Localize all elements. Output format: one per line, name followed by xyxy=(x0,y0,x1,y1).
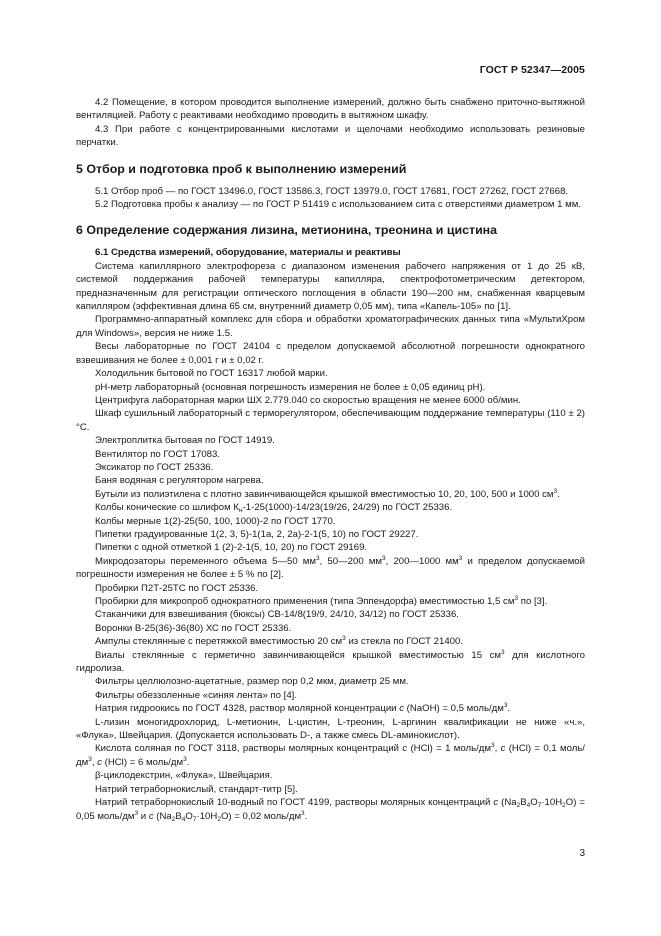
item-micro-tubes: Пробирки для микропроб однократного применения (типа Эппендорфа) вместимостью 1,5 $см^3$ по [3]. xyxy=(95,595,548,607)
section-5-heading: 5 Отбор и подготовка проб к выполнению измерений xyxy=(76,161,407,176)
item-cyclodextrin: β-циклодекстрин, «Флука», Швейцария. xyxy=(95,770,273,782)
item-weighing-bottles: Стаканчики для взвешивания (бюксы) СВ-14/8(19/9, 24/10, 34/12) по ГОСТ 25336. xyxy=(95,609,459,621)
item-bottles: Бутыли из полиэтилена с плотно завинчивающейся крышкой вместимостью 10, 20, 100, 500 и 1000 $см^3$. xyxy=(95,487,560,500)
item-ampoules: Ампулы стеклянные с перетяжкой вместимостью 20 $см^3$ из стекла по ГОСТ 21400. xyxy=(95,635,463,648)
item-ph-meter: pH-метр лабораторный (основная погрешность измерения не более ± 0,05 единиц pH). xyxy=(95,381,486,393)
paragraph-5-2: 5.2 Подготовка пробы к анализу — по ГОСТ Р 51419 с использованием сита с отверстиями диаметром 1 мм. xyxy=(95,199,582,211)
item-hotplate: Электроплитка бытовая по ГОСТ 14919. xyxy=(95,435,275,447)
item-amino-acids: L-лизин моногидрохлорид, L-метионин, L-цистин, L-треонин, L-аргинин квалификации не ниже «ч.», «Флука», Швейцария. (Допускается использовать D-, а также смесь DL-аминокислот). xyxy=(76,716,585,742)
paragraph-5-1: 5.1 Отбор проб — по ГОСТ 13496.0, ГОСТ 13586.3, ГОСТ 13979.0, ГОСТ 17681, ГОСТ 27262, ГОСТ 27668. xyxy=(95,185,569,197)
item-test-tubes: Пробирки П2Т-25ТС по ГОСТ 25336. xyxy=(95,582,259,594)
paragraph-4-2: 4.2 Помещение, в котором проводится выполнение измерений, должно быть снабжено приточно-вытяжной вентиляцией. Работу с реактивами необходимо проводить в вытяжном шкафу. xyxy=(76,97,585,122)
item-microdispensers: Микродозаторы переменного объема 5—50 $мм^3$, 50—200 $мм^3$, 200—1000 $мм^3$ и пределом допускаемой погрешности измерения не более ± 5 % по [2]. xyxy=(76,554,585,581)
item-sodium-tetraborate-standard: Натрий тетраборнокислый, стандарт-титр [5]. xyxy=(95,783,298,795)
item-scales: Весы лабораторные по ГОСТ 24104 с пределом допускаемой абсолютной погрешности однократного взвешивания не более ± 0,001 г и ± 0,02 г. xyxy=(76,341,585,366)
section-6-heading: 6 Определение содержания лизина, метионина, треонина и цистина xyxy=(76,223,498,238)
item-vials: Виалы стеклянные с герметично завинчивающейся крышкой вместимостью 15 $см^3$ для кислотного гидролиза. xyxy=(76,648,585,675)
subsection-6-1-heading: 6.1 Средства измерений, оборудование, материалы и реактивы xyxy=(95,247,401,259)
item-sodium-hydroxide: Натрия гидроокись по ГОСТ 4328, раствор молярной концентрации с (NaOH) = 0,5 моль/$дм^3$. xyxy=(95,702,511,715)
document-header: ГОСТ Р 52347—2005 xyxy=(479,64,585,76)
item-funnels: Воронки В-25(36)-36(80) ХС по ГОСТ 25336. xyxy=(95,622,292,634)
item-electrophoresis-system: Система капиллярного электрофореза с диапазоном изменения рабочего напряжения от 1 до 25 кВ, системой поддержания рабочей температуры капилляра, спектрофотометрическим детектором, предназначенным для регистрации оптического поглощения в области 190—200 нм, снабженная кварцевым капилляром (эффективная длина 65 см, внутренний диаметр 0,05 мм), типа «Капель-105» по [1]. xyxy=(76,260,585,313)
document-body xyxy=(76,96,585,823)
item-fan: Вентилятор по ГОСТ 17083. xyxy=(95,448,220,460)
item-sodium-tetraborate-solutions: Натрий тетраборнокислый 10-водный по ГОСТ 4199, растворы молярных концентраций с $(Na_2B_4O_7\cdot 10H_2O) = 0,05$ моль/$дм^3$ и с $(Na_2B_4O_7\cdot 10H_2O) = 0,02$ моль/$дм^3$. xyxy=(76,797,585,823)
item-acetate-filters: Фильтры целлюлозно-ацетатные, размер пор 0,2 мкм, диаметр 25 мм. xyxy=(95,676,409,688)
paragraph-4-3: 4.3 При работе с концентрированными кислотами и щелочами необходимо использовать резиновые перчатки. xyxy=(76,123,585,149)
item-software-complex: Программно-аппаратный комплекс для сбора и обработки хроматографических данных типа «МультиХром для Windows», версия не ниже 1.5. xyxy=(76,314,585,339)
item-conical-flasks: Колбы конические со шлифом $К_н-1-25(1000)-14/23(19/26$, 24/29) по ГОСТ 25336. xyxy=(95,502,453,515)
item-desiccator: Эксикатор по ГОСТ 25336. xyxy=(95,461,214,473)
item-hydrochloric-acid: Кислота соляная по ГОСТ 3118, растворы молярных концентраций с (HCl) = 1 моль/$дм^3$, с (HCl) = 0,1 моль/$дм^3$, с (HCl) = 6 моль/$дм^3$. xyxy=(76,742,585,768)
page-number: 3 xyxy=(579,848,585,859)
item-graduated-pipettes: Пипетки градуированные 1(2, 3, 5)-1(1а, 2, 2а)-2-1(5, 10) по ГОСТ 29227. xyxy=(95,528,419,540)
item-centrifuge: Центрифуга лабораторная марки ШХ 2.779.040 со скоростью вращения не менее 6000 об/мин. xyxy=(95,394,521,406)
item-refrigerator: Холодильник бытовой по ГОСТ 16317 любой марки. xyxy=(95,368,328,380)
item-drying-oven: Шкаф сушильный лабораторный с терморегулятором, обеспечивающим поддержание температуры (110 ± 2) °С. xyxy=(76,408,585,433)
item-ashless-filters: Фильтры обеззоленные «синяя лента» по [4]. xyxy=(95,689,297,701)
item-single-mark-pipettes: Пипетки с одной отметкой 1 (2)-2-1(5, 10, 20) по ГОСТ 29169. xyxy=(95,542,368,554)
item-volumetric-flasks: Колбы мерные 1(2)-25(50, 100, 1000)-2 по ГОСТ 1770. xyxy=(95,515,336,527)
item-water-bath: Баня водяная с регулятором нагрева. xyxy=(95,475,264,487)
